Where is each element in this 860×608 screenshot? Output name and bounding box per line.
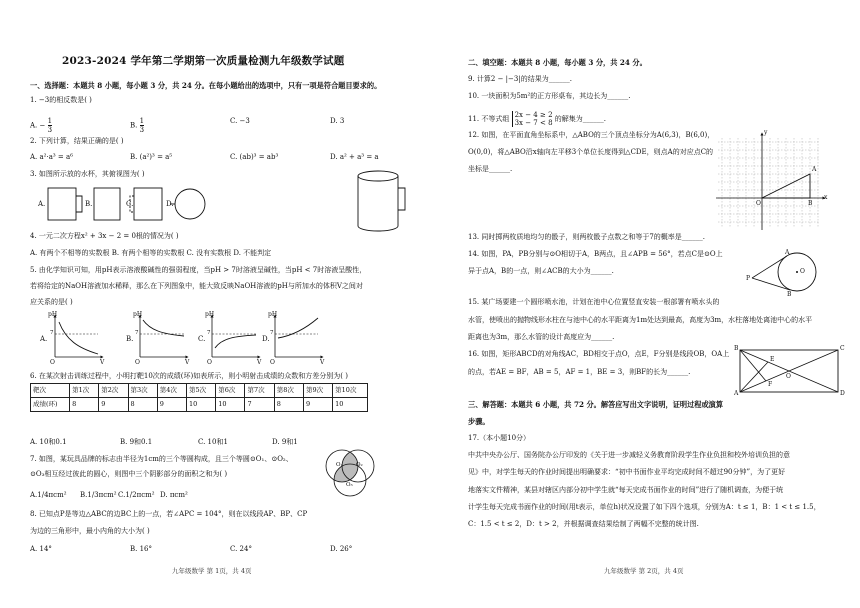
- q7-option-a: A.1/4πcm²: [30, 491, 67, 499]
- q2-option-a: A. a²·a³ = a⁶: [30, 153, 73, 161]
- q12-label-o: O: [756, 200, 761, 207]
- q16-label-f: F: [768, 381, 773, 388]
- page-2-footer: 九年级数学 第 2页，共 4页: [604, 567, 684, 575]
- q5-a-origin: O: [50, 359, 55, 366]
- q5-d-seven: 7: [270, 330, 274, 336]
- q2-option-c: C. (ab)³ = ab³: [230, 153, 279, 161]
- table-header-cell: 第9次: [303, 384, 332, 398]
- q17-line3: 地落实文件精神，某县对辖区内部分初中学生就“每天完成书面作业的时间”进行了随机调查，为便于统: [468, 486, 784, 494]
- q5-line1: 5. 由化学知识可知，用pH表示溶液酸碱性的强弱程度，当pH > 7时溶液呈碱性，当pH < 7时溶液呈酸性，: [30, 266, 367, 274]
- q2-option-b: B. (a²)³ = a⁵: [130, 153, 173, 161]
- q16-label-c: C: [840, 345, 845, 352]
- q12-label-x: x: [824, 194, 828, 201]
- q5-c-ylabel: pH: [205, 311, 215, 318]
- table-row-label: 成绩(环): [31, 398, 70, 412]
- q7-label-o3: O₃: [346, 482, 353, 488]
- q12-label-b: B: [808, 200, 813, 207]
- q5-line3: 应关系的是( ): [30, 298, 73, 306]
- q3-label-c: C.: [126, 200, 134, 208]
- q8-line1: 8. 已知点P是等边△ABC的边BC上的一点，若∠APC = 104°，则在以线段AP、BP、CP: [30, 510, 308, 518]
- q14-label-o: O: [800, 268, 805, 275]
- q5-d-origin: O: [270, 359, 275, 366]
- table-cell: 8: [274, 398, 303, 412]
- section3-heading: 三、解答题：本题共 6 小题，共 72 分。解答应写出文字说明，证明过程或演算: [468, 400, 724, 409]
- table-header-cell: 靶次: [31, 384, 70, 398]
- q5-graph-a-label: A.: [40, 335, 48, 343]
- q14-label-p: P: [746, 275, 751, 282]
- table-cell: 10: [333, 398, 368, 412]
- q12-label-y: y: [764, 129, 768, 136]
- q7-label-o1: O₁: [336, 462, 343, 468]
- q5-b-seven: 7: [135, 330, 139, 336]
- table-cell: 9: [99, 398, 128, 412]
- table-cell: 8: [128, 398, 157, 412]
- section1-heading: 一、选择题：本题共 8 小题，每小题 3 分，共 24 分。在每小题给出的选项中，只有一项是符合题目要求的。: [30, 81, 382, 90]
- q16-label-b: B: [734, 345, 739, 352]
- q8-option-b: B. 16°: [130, 545, 153, 553]
- q5-graph-c-label: C.: [198, 335, 206, 343]
- q16-label-d: D: [840, 390, 845, 397]
- table-header-cell: 第10次: [333, 384, 368, 398]
- q1-stem: 1. −3的相反数是( ): [30, 96, 92, 104]
- q16-line2: 的点，若AE = BF，AB = 5，AF = 1，BE = 3，则BF的长为______.: [468, 368, 691, 376]
- q7-option-d: D. πcm²: [160, 491, 188, 499]
- q10: 10. 一块面积为5m²的正方形桌布，其边长为______.: [468, 92, 631, 100]
- q1-option-c: C. −3: [230, 117, 250, 125]
- q12-label-a: A: [812, 166, 817, 173]
- q5-c-xlabel: V: [257, 359, 262, 366]
- q5-a-xlabel: V: [100, 359, 105, 366]
- table-cell: 10: [187, 398, 216, 412]
- q8-line2: 为边的三角形中，最小内角的大小为( ): [30, 527, 150, 535]
- q8-option-c: C. 24°: [230, 545, 252, 553]
- q11: 11. 不等式组 2x − 4 ≥ 2 3x − 7 < 8 的解集为______.: [468, 111, 607, 127]
- table-header-cell: 第4次: [157, 384, 186, 398]
- q3-stem: 3. 如图所示放的水杯，其俯视图为( ): [30, 170, 145, 178]
- q5-d-ylabel: pH: [268, 311, 278, 318]
- q17-heading: 17.（本小题10分）: [468, 434, 531, 442]
- q14-label-b: B: [787, 291, 792, 298]
- q2-stem: 2. 下列计算，结果正确的是( ): [30, 137, 124, 145]
- q5-line2: 若将给定的NaOH溶液加水稀释，那么在下列图象中，能大致反映NaOH溶液的pH与所加水的体积V之间对: [30, 282, 363, 290]
- q16-label-a: A: [734, 390, 739, 397]
- q6-option-b: B. 9和0.1: [120, 438, 153, 446]
- q5-graph-b-label: B.: [126, 335, 134, 343]
- q4-stem: 4. 一元二次方程x² + 3x − 2 = 0根的情况为( ): [30, 232, 179, 240]
- q17-line4: 计学生每天完成书面作业的时间(用t表示，单位h)状况设置了如下四个选项，分别为A：t ≤ 1，B：1 < t ≤ 1.5，: [468, 503, 821, 511]
- q7-label-o2: O₂: [356, 462, 363, 468]
- table-cell: 9: [157, 398, 186, 412]
- q1-option-d: D. 3: [330, 117, 345, 125]
- q16-rectangle-figure: [430, 0, 860, 608]
- section3-heading-cont: 步骤。: [468, 417, 490, 426]
- page-2: [430, 0, 860, 608]
- q4-options: A. 有两个不相等的实数根 B. 有两个相等的实数根 C. 没有实数根 D. 不能判定: [30, 249, 272, 257]
- q7-option-c: C.1/2πcm²: [118, 491, 155, 499]
- q5-b-origin: O: [135, 359, 140, 366]
- q17-line5: C：1.5 < t ≤ 2，D：t > 2，并根据调查结果绘制了两幅不完整的统计图.: [468, 520, 699, 528]
- q17-line2: 见》中，对学生每天的作业时间提出明确要求：“初中书面作业平均完成时间不超过90分钟”，为了更好: [468, 468, 786, 476]
- q8-option-a: A. 14°: [30, 545, 52, 553]
- table-header-cell: 第1次: [70, 384, 99, 398]
- q13: 13. 同时掷两枚质地均匀的骰子，则两枚骰子点数之和等于7的概率是______.: [468, 233, 706, 241]
- q12-line2: O(0,0)，将△ABO沿x轴向左平移3个单位长度得到△CDE，则点A的对应点C的: [468, 148, 714, 156]
- table-cell: 7: [245, 398, 274, 412]
- q8-option-d: D. 26°: [330, 545, 353, 553]
- q2-option-d: D. a² + a³ = a: [330, 153, 379, 161]
- q12-line3: 坐标是______.: [468, 165, 513, 173]
- table-cell: 8: [70, 398, 99, 412]
- q15-line1: 15. 某广场要建一个圆形喷水池，计划在池中心位置竖直安装一根部署有喷水头的: [468, 298, 720, 306]
- table-header-cell: 第3次: [128, 384, 157, 398]
- q6-option-d: D. 9和1: [272, 438, 298, 446]
- q5-d-xlabel: V: [320, 359, 325, 366]
- q15-line2: 水管，使喷出的抛物线形水柱在与池中心的水平距离为1m处达到最高，高度为3m，水柱落地处离池中心的水平: [468, 316, 813, 324]
- q5-b-xlabel: V: [185, 359, 190, 366]
- q6-stem: 6. 在某次射击训练过程中，小明打靶10次的成绩(环)如表所示，则小明射击成绩的众数和方差分别为( ): [30, 372, 348, 380]
- q9: 9. 计算2 − |−3|的结果为______.: [468, 75, 572, 83]
- q3-label-b: B.: [85, 200, 93, 208]
- q7-option-b: B.1/3πcm²: [80, 491, 117, 499]
- section2-heading: 二、填空题：本题共 8 小题，每小题 3 分，共 24 分。: [468, 58, 647, 67]
- exam-title: 2023-2024 学年第二学期第一次质量检测九年级数学试题: [62, 55, 345, 67]
- table-cell: 9: [303, 398, 332, 412]
- page-1-footer: 九年级数学 第 1页，共 4页: [172, 567, 252, 575]
- q14-label-a: A: [785, 249, 790, 256]
- table-header-cell: 第2次: [99, 384, 128, 398]
- q5-c-seven: 7: [207, 330, 211, 336]
- q16-label-o: O: [786, 373, 791, 380]
- table-header-cell: 第8次: [274, 384, 303, 398]
- q7-line2: ⊙O₃相互经过彼此的圆心，则图中三个阴影部分的面积之和为( ): [30, 470, 228, 478]
- q5-a-ylabel: pH: [48, 311, 58, 318]
- q1-option-a: A. − $\frac{1}{3}$: [30, 117, 53, 134]
- q7-line1: 7. 如图，某玩具品牌的标志由半径为1cm的三个等圆构成，且三个等圆⊙O₁、⊙O₂、: [30, 455, 293, 463]
- q17-line1: 中共中央办公厅、国务院办公厅印发的《关于进一步减轻义务教育阶段学生作业负担和校外培训负担的意: [468, 451, 790, 459]
- q16-label-e: E: [770, 356, 775, 363]
- q1-option-b: B. $\frac{1}{3}$: [130, 117, 145, 134]
- q6-option-a: A. 10和0.1: [30, 438, 67, 446]
- q3-label-a: A.: [38, 200, 46, 208]
- q15-line3: 距离也为3m，那么水管的设计高度应为______.: [468, 333, 615, 341]
- q14-line1: 14. 如图，PA，PB分别与⊙O相切于A，B两点，且∠APB = 56°，若点C是⊙O上: [468, 250, 723, 258]
- q12-line1: 12. 如图，在平面直角坐标系中，△ABO的三个顶点坐标分为A(6,3)，B(6,0)，: [468, 131, 715, 139]
- table-header-cell: 第6次: [216, 384, 245, 398]
- q5-graph-d-label: D.: [262, 335, 270, 343]
- q16-line1: 16. 如图，矩形ABCD的对角线AC，BD相交于点O，点E，F分别是线段OB，OA上: [468, 350, 730, 358]
- table-header-cell: 第7次: [245, 384, 274, 398]
- table-header-cell: 第5次: [187, 384, 216, 398]
- q14-line2: 异于点A，B的一点，则∠ACB的大小为______.: [468, 267, 614, 275]
- q5-c-origin: O: [207, 359, 212, 366]
- q5-b-ylabel: pH: [133, 311, 143, 318]
- table-cell: 10: [216, 398, 245, 412]
- q6-option-c: C. 10和1: [198, 438, 228, 446]
- q5-a-seven: 7: [50, 330, 54, 336]
- q3-label-d: D.: [166, 200, 174, 208]
